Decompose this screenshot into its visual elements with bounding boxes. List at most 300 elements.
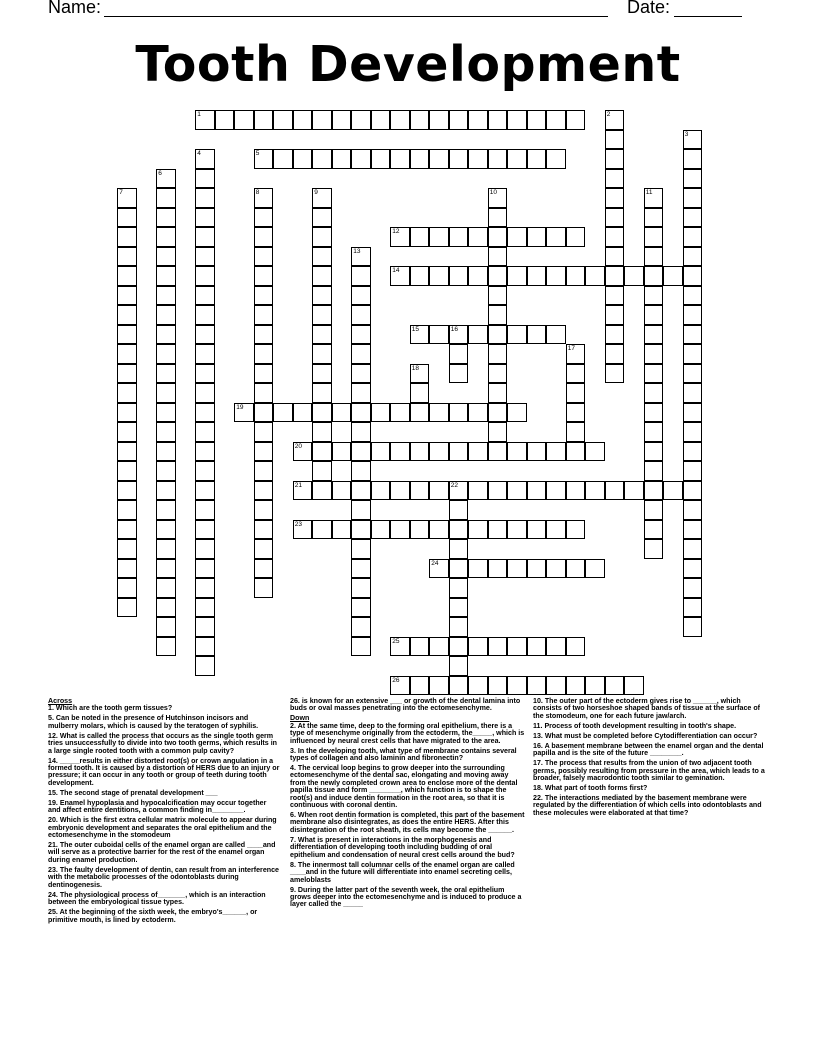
grid-cell[interactable] xyxy=(273,149,293,169)
grid-cell[interactable] xyxy=(117,383,137,403)
grid-cell[interactable] xyxy=(624,481,644,501)
grid-cell[interactable] xyxy=(644,383,664,403)
grid-cell[interactable] xyxy=(605,149,625,169)
grid-cell[interactable] xyxy=(468,266,488,286)
grid-cell[interactable] xyxy=(156,598,176,618)
grid-cell[interactable] xyxy=(663,266,683,286)
grid-cell[interactable] xyxy=(605,344,625,364)
grid-cell[interactable] xyxy=(605,305,625,325)
grid-cell[interactable] xyxy=(312,383,332,403)
grid-cell[interactable] xyxy=(507,442,527,462)
grid-cell[interactable] xyxy=(351,110,371,130)
grid-cell[interactable] xyxy=(254,247,274,267)
grid-cell[interactable] xyxy=(566,383,586,403)
grid-cell[interactable] xyxy=(195,305,215,325)
grid-cell[interactable] xyxy=(546,520,566,540)
grid-cell[interactable] xyxy=(410,383,430,403)
grid-cell[interactable] xyxy=(507,559,527,579)
grid-cell[interactable] xyxy=(312,344,332,364)
grid-cell[interactable] xyxy=(624,266,644,286)
grid-cell[interactable] xyxy=(117,227,137,247)
grid-cell[interactable] xyxy=(449,637,469,657)
grid-cell[interactable] xyxy=(449,539,469,559)
grid-cell[interactable] xyxy=(468,559,488,579)
grid-cell[interactable] xyxy=(429,676,449,696)
grid-cell[interactable] xyxy=(683,364,703,384)
grid-cell[interactable] xyxy=(351,325,371,345)
grid-cell[interactable] xyxy=(254,344,274,364)
grid-cell[interactable] xyxy=(644,227,664,247)
grid-cell[interactable] xyxy=(332,442,352,462)
grid-cell[interactable] xyxy=(429,520,449,540)
grid-cell[interactable] xyxy=(351,364,371,384)
grid-cell[interactable] xyxy=(351,461,371,481)
grid-cell[interactable] xyxy=(507,520,527,540)
grid-cell[interactable] xyxy=(195,266,215,286)
grid-cell[interactable] xyxy=(195,169,215,189)
grid-cell[interactable] xyxy=(156,227,176,247)
grid-cell[interactable] xyxy=(468,520,488,540)
grid-cell[interactable] xyxy=(273,403,293,423)
grid-cell[interactable] xyxy=(410,637,430,657)
grid-cell[interactable] xyxy=(644,442,664,462)
grid-cell[interactable] xyxy=(507,481,527,501)
grid-cell[interactable] xyxy=(566,227,586,247)
grid-cell[interactable] xyxy=(683,442,703,462)
grid-cell[interactable] xyxy=(312,442,332,462)
grid-cell[interactable] xyxy=(390,110,410,130)
grid-cell[interactable] xyxy=(351,500,371,520)
grid-cell[interactable] xyxy=(429,110,449,130)
grid-cell[interactable] xyxy=(156,344,176,364)
grid-cell[interactable] xyxy=(429,149,449,169)
grid-cell[interactable] xyxy=(546,442,566,462)
grid-cell[interactable] xyxy=(449,364,469,384)
grid-cell[interactable] xyxy=(351,403,371,423)
grid-cell[interactable] xyxy=(683,149,703,169)
grid-cell[interactable] xyxy=(195,442,215,462)
grid-cell[interactable] xyxy=(527,559,547,579)
grid-cell[interactable] xyxy=(429,442,449,462)
grid-cell[interactable] xyxy=(683,188,703,208)
grid-cell[interactable] xyxy=(468,676,488,696)
grid-cell[interactable] xyxy=(527,110,547,130)
grid-cell[interactable] xyxy=(117,520,137,540)
grid-cell[interactable] xyxy=(488,286,508,306)
grid-cell[interactable] xyxy=(546,266,566,286)
grid-cell[interactable] xyxy=(351,598,371,618)
grid-cell[interactable] xyxy=(488,110,508,130)
grid-cell[interactable] xyxy=(254,227,274,247)
grid-cell[interactable] xyxy=(195,637,215,657)
grid-cell[interactable] xyxy=(195,149,215,169)
grid-cell[interactable] xyxy=(546,149,566,169)
grid-cell[interactable] xyxy=(410,676,430,696)
grid-cell[interactable] xyxy=(293,403,313,423)
grid-cell[interactable] xyxy=(644,422,664,442)
grid-cell[interactable] xyxy=(605,227,625,247)
grid-cell[interactable] xyxy=(390,227,410,247)
grid-cell[interactable] xyxy=(390,149,410,169)
grid-cell[interactable] xyxy=(449,656,469,676)
grid-cell[interactable] xyxy=(390,481,410,501)
grid-cell[interactable] xyxy=(351,539,371,559)
grid-cell[interactable] xyxy=(312,208,332,228)
grid-cell[interactable] xyxy=(156,305,176,325)
grid-cell[interactable] xyxy=(195,188,215,208)
grid-cell[interactable] xyxy=(605,286,625,306)
grid-cell[interactable] xyxy=(488,305,508,325)
grid-cell[interactable] xyxy=(566,344,586,364)
grid-cell[interactable] xyxy=(351,617,371,637)
grid-cell[interactable] xyxy=(410,227,430,247)
grid-cell[interactable] xyxy=(117,422,137,442)
grid-cell[interactable] xyxy=(254,305,274,325)
grid-cell[interactable] xyxy=(390,676,410,696)
grid-cell[interactable] xyxy=(488,422,508,442)
grid-cell[interactable] xyxy=(351,422,371,442)
grid-cell[interactable] xyxy=(117,266,137,286)
grid-cell[interactable] xyxy=(644,520,664,540)
grid-cell[interactable] xyxy=(195,344,215,364)
grid-cell[interactable] xyxy=(488,676,508,696)
grid-cell[interactable] xyxy=(566,676,586,696)
grid-cell[interactable] xyxy=(527,266,547,286)
grid-cell[interactable] xyxy=(429,637,449,657)
grid-cell[interactable] xyxy=(488,559,508,579)
grid-cell[interactable] xyxy=(605,110,625,130)
grid-cell[interactable] xyxy=(156,188,176,208)
name-field[interactable] xyxy=(104,16,608,17)
grid-cell[interactable] xyxy=(449,266,469,286)
grid-cell[interactable] xyxy=(254,208,274,228)
grid-cell[interactable] xyxy=(488,520,508,540)
grid-cell[interactable] xyxy=(468,637,488,657)
grid-cell[interactable] xyxy=(332,149,352,169)
grid-cell[interactable] xyxy=(312,110,332,130)
grid-cell[interactable] xyxy=(156,520,176,540)
grid-cell[interactable] xyxy=(605,247,625,267)
grid-cell[interactable] xyxy=(371,110,391,130)
grid-cell[interactable] xyxy=(605,676,625,696)
grid-cell[interactable] xyxy=(488,383,508,403)
grid-cell[interactable] xyxy=(195,110,215,130)
grid-cell[interactable] xyxy=(156,559,176,579)
grid-cell[interactable] xyxy=(312,266,332,286)
grid-cell[interactable] xyxy=(312,149,332,169)
grid-cell[interactable] xyxy=(117,442,137,462)
grid-cell[interactable] xyxy=(683,383,703,403)
grid-cell[interactable] xyxy=(312,247,332,267)
grid-cell[interactable] xyxy=(195,539,215,559)
grid-cell[interactable] xyxy=(390,442,410,462)
grid-cell[interactable] xyxy=(468,110,488,130)
grid-cell[interactable] xyxy=(254,481,274,501)
grid-cell[interactable] xyxy=(254,520,274,540)
grid-cell[interactable] xyxy=(117,325,137,345)
grid-cell[interactable] xyxy=(351,383,371,403)
grid-cell[interactable] xyxy=(390,266,410,286)
grid-cell[interactable] xyxy=(546,559,566,579)
grid-cell[interactable] xyxy=(156,617,176,637)
grid-cell[interactable] xyxy=(254,383,274,403)
grid-cell[interactable] xyxy=(254,539,274,559)
grid-cell[interactable] xyxy=(351,247,371,267)
grid-cell[interactable] xyxy=(449,442,469,462)
grid-cell[interactable] xyxy=(449,403,469,423)
grid-cell[interactable] xyxy=(644,403,664,423)
grid-cell[interactable] xyxy=(351,149,371,169)
grid-cell[interactable] xyxy=(566,559,586,579)
grid-cell[interactable] xyxy=(410,520,430,540)
grid-cell[interactable] xyxy=(312,305,332,325)
grid-cell[interactable] xyxy=(644,500,664,520)
grid-cell[interactable] xyxy=(254,559,274,579)
grid-cell[interactable] xyxy=(273,110,293,130)
grid-cell[interactable] xyxy=(449,481,469,501)
grid-cell[interactable] xyxy=(156,286,176,306)
grid-cell[interactable] xyxy=(644,539,664,559)
grid-cell[interactable] xyxy=(683,578,703,598)
grid-cell[interactable] xyxy=(312,364,332,384)
grid-cell[interactable] xyxy=(488,637,508,657)
grid-cell[interactable] xyxy=(254,325,274,345)
grid-cell[interactable] xyxy=(527,325,547,345)
grid-cell[interactable] xyxy=(468,403,488,423)
grid-cell[interactable] xyxy=(605,130,625,150)
grid-cell[interactable] xyxy=(351,520,371,540)
grid-cell[interactable] xyxy=(410,442,430,462)
grid-cell[interactable] xyxy=(371,403,391,423)
grid-cell[interactable] xyxy=(605,169,625,189)
grid-cell[interactable] xyxy=(644,286,664,306)
grid-cell[interactable] xyxy=(195,383,215,403)
grid-cell[interactable] xyxy=(195,461,215,481)
grid-cell[interactable] xyxy=(117,344,137,364)
grid-cell[interactable] xyxy=(449,500,469,520)
grid-cell[interactable] xyxy=(663,481,683,501)
grid-cell[interactable] xyxy=(488,364,508,384)
grid-cell[interactable] xyxy=(293,520,313,540)
grid-cell[interactable] xyxy=(488,247,508,267)
grid-cell[interactable] xyxy=(566,520,586,540)
grid-cell[interactable] xyxy=(624,676,644,696)
grid-cell[interactable] xyxy=(644,481,664,501)
grid-cell[interactable] xyxy=(254,578,274,598)
grid-cell[interactable] xyxy=(410,403,430,423)
grid-cell[interactable] xyxy=(546,227,566,247)
grid-cell[interactable] xyxy=(546,481,566,501)
grid-cell[interactable] xyxy=(371,520,391,540)
grid-cell[interactable] xyxy=(683,559,703,579)
grid-cell[interactable] xyxy=(644,188,664,208)
grid-cell[interactable] xyxy=(254,461,274,481)
grid-cell[interactable] xyxy=(449,344,469,364)
grid-cell[interactable] xyxy=(605,325,625,345)
grid-cell[interactable] xyxy=(429,227,449,247)
grid-cell[interactable] xyxy=(468,325,488,345)
grid-cell[interactable] xyxy=(683,325,703,345)
grid-cell[interactable] xyxy=(156,481,176,501)
grid-cell[interactable] xyxy=(585,266,605,286)
grid-cell[interactable] xyxy=(683,403,703,423)
grid-cell[interactable] xyxy=(156,442,176,462)
grid-cell[interactable] xyxy=(156,364,176,384)
grid-cell[interactable] xyxy=(644,344,664,364)
grid-cell[interactable] xyxy=(488,442,508,462)
grid-cell[interactable] xyxy=(254,149,274,169)
grid-cell[interactable] xyxy=(254,403,274,423)
grid-cell[interactable] xyxy=(117,461,137,481)
grid-cell[interactable] xyxy=(117,578,137,598)
grid-cell[interactable] xyxy=(527,676,547,696)
grid-cell[interactable] xyxy=(410,110,430,130)
grid-cell[interactable] xyxy=(351,305,371,325)
grid-cell[interactable] xyxy=(488,266,508,286)
grid-cell[interactable] xyxy=(351,559,371,579)
grid-cell[interactable] xyxy=(566,403,586,423)
grid-cell[interactable] xyxy=(566,637,586,657)
grid-cell[interactable] xyxy=(195,500,215,520)
grid-cell[interactable] xyxy=(332,110,352,130)
grid-cell[interactable] xyxy=(215,110,235,130)
grid-cell[interactable] xyxy=(683,266,703,286)
grid-cell[interactable] xyxy=(293,442,313,462)
grid-cell[interactable] xyxy=(644,247,664,267)
grid-cell[interactable] xyxy=(644,364,664,384)
grid-cell[interactable] xyxy=(507,110,527,130)
grid-cell[interactable] xyxy=(683,539,703,559)
grid-cell[interactable] xyxy=(351,578,371,598)
grid-cell[interactable] xyxy=(156,539,176,559)
grid-cell[interactable] xyxy=(488,227,508,247)
grid-cell[interactable] xyxy=(117,364,137,384)
grid-cell[interactable] xyxy=(254,500,274,520)
grid-cell[interactable] xyxy=(156,325,176,345)
grid-cell[interactable] xyxy=(254,110,274,130)
grid-cell[interactable] xyxy=(195,617,215,637)
grid-cell[interactable] xyxy=(585,676,605,696)
grid-cell[interactable] xyxy=(546,637,566,657)
grid-cell[interactable] xyxy=(683,130,703,150)
grid-cell[interactable] xyxy=(527,481,547,501)
grid-cell[interactable] xyxy=(254,286,274,306)
grid-cell[interactable] xyxy=(351,637,371,657)
grid-cell[interactable] xyxy=(546,676,566,696)
grid-cell[interactable] xyxy=(351,442,371,462)
grid-cell[interactable] xyxy=(195,325,215,345)
grid-cell[interactable] xyxy=(449,520,469,540)
grid-cell[interactable] xyxy=(429,266,449,286)
grid-cell[interactable] xyxy=(507,227,527,247)
grid-cell[interactable] xyxy=(644,266,664,286)
grid-cell[interactable] xyxy=(156,383,176,403)
grid-cell[interactable] xyxy=(156,169,176,189)
grid-cell[interactable] xyxy=(507,637,527,657)
grid-cell[interactable] xyxy=(683,520,703,540)
grid-cell[interactable] xyxy=(351,481,371,501)
grid-cell[interactable] xyxy=(468,227,488,247)
grid-cell[interactable] xyxy=(449,149,469,169)
grid-cell[interactable] xyxy=(371,442,391,462)
grid-cell[interactable] xyxy=(644,208,664,228)
grid-cell[interactable] xyxy=(585,481,605,501)
grid-cell[interactable] xyxy=(488,403,508,423)
grid-cell[interactable] xyxy=(527,520,547,540)
grid-cell[interactable] xyxy=(195,481,215,501)
grid-cell[interactable] xyxy=(312,227,332,247)
grid-cell[interactable] xyxy=(546,110,566,130)
grid-cell[interactable] xyxy=(156,266,176,286)
grid-cell[interactable] xyxy=(566,442,586,462)
grid-cell[interactable] xyxy=(195,247,215,267)
grid-cell[interactable] xyxy=(566,364,586,384)
grid-cell[interactable] xyxy=(312,325,332,345)
grid-cell[interactable] xyxy=(449,617,469,637)
grid-cell[interactable] xyxy=(195,364,215,384)
grid-cell[interactable] xyxy=(293,481,313,501)
grid-cell[interactable] xyxy=(156,422,176,442)
grid-cell[interactable] xyxy=(488,208,508,228)
grid-cell[interactable] xyxy=(449,325,469,345)
grid-cell[interactable] xyxy=(429,403,449,423)
grid-cell[interactable] xyxy=(683,305,703,325)
grid-cell[interactable] xyxy=(117,403,137,423)
grid-cell[interactable] xyxy=(546,325,566,345)
grid-cell[interactable] xyxy=(117,500,137,520)
grid-cell[interactable] xyxy=(312,188,332,208)
grid-cell[interactable] xyxy=(312,422,332,442)
grid-cell[interactable] xyxy=(507,403,527,423)
grid-cell[interactable] xyxy=(312,461,332,481)
grid-cell[interactable] xyxy=(371,481,391,501)
grid-cell[interactable] xyxy=(683,227,703,247)
grid-cell[interactable] xyxy=(195,208,215,228)
grid-cell[interactable] xyxy=(234,110,254,130)
grid-cell[interactable] xyxy=(585,559,605,579)
grid-cell[interactable] xyxy=(449,559,469,579)
grid-cell[interactable] xyxy=(683,344,703,364)
grid-cell[interactable] xyxy=(254,266,274,286)
grid-cell[interactable] xyxy=(507,266,527,286)
grid-cell[interactable] xyxy=(254,422,274,442)
grid-cell[interactable] xyxy=(488,188,508,208)
grid-cell[interactable] xyxy=(566,110,586,130)
grid-cell[interactable] xyxy=(429,559,449,579)
grid-cell[interactable] xyxy=(429,325,449,345)
grid-cell[interactable] xyxy=(254,364,274,384)
grid-cell[interactable] xyxy=(605,481,625,501)
grid-cell[interactable] xyxy=(332,481,352,501)
grid-cell[interactable] xyxy=(117,247,137,267)
grid-cell[interactable] xyxy=(566,266,586,286)
grid-cell[interactable] xyxy=(488,149,508,169)
grid-cell[interactable] xyxy=(234,403,254,423)
grid-cell[interactable] xyxy=(117,539,137,559)
grid-cell[interactable] xyxy=(449,110,469,130)
grid-cell[interactable] xyxy=(410,149,430,169)
grid-cell[interactable] xyxy=(449,578,469,598)
grid-cell[interactable] xyxy=(156,637,176,657)
grid-cell[interactable] xyxy=(449,598,469,618)
grid-cell[interactable] xyxy=(683,422,703,442)
grid-cell[interactable] xyxy=(117,305,137,325)
grid-cell[interactable] xyxy=(410,325,430,345)
grid-cell[interactable] xyxy=(468,149,488,169)
grid-cell[interactable] xyxy=(332,403,352,423)
grid-cell[interactable] xyxy=(507,325,527,345)
grid-cell[interactable] xyxy=(293,149,313,169)
